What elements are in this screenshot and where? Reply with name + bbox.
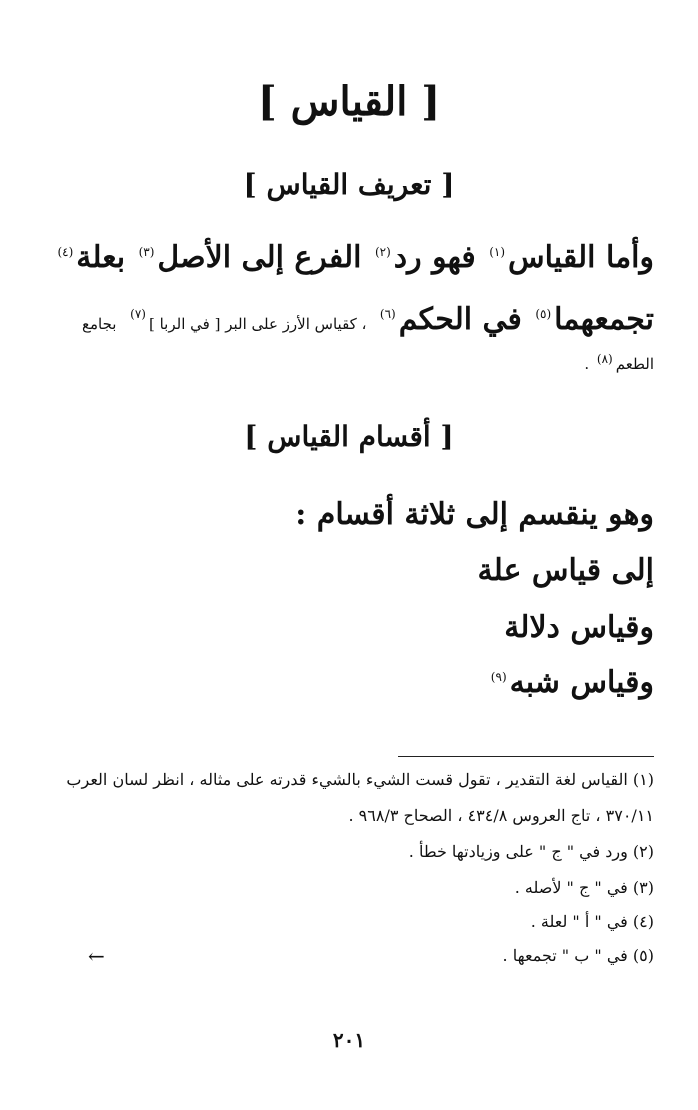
footnote-5: (٥) في " ب " تجمعها . bbox=[502, 946, 654, 965]
division-item: إلى قياس علة bbox=[477, 553, 654, 588]
definition-line-2 bbox=[82, 302, 654, 337]
definition-text: وأما القياس bbox=[508, 240, 654, 275]
definition-text: في الحكم bbox=[398, 302, 522, 337]
footnote-1-continued: ٣٧٠/١١ ، تاج العروس ٤٣٤/٨ ، الصحاح ٩٦٨/٣ . bbox=[348, 806, 654, 825]
footnote-ref: (٥) bbox=[535, 307, 552, 321]
footnote-ref: (٨) bbox=[596, 352, 613, 366]
footnote-3: (٣) في " ج " لأصله . bbox=[514, 878, 654, 897]
definition-text: . bbox=[584, 355, 590, 373]
footnote-ref: (٤) bbox=[57, 245, 74, 259]
division-item: وقياس دلالة bbox=[504, 610, 654, 645]
definition-text: بجامع bbox=[82, 315, 117, 333]
footnote-4: (٤) في " أ " لعلة . bbox=[530, 912, 654, 931]
footnote-1: (١) القياس لغة التقدير ، تقول قست الشيء بالشيء قدرته على مثاله ، انظر لسان العرب bbox=[66, 770, 654, 789]
definition-text: الفرع إلى الأصل bbox=[157, 240, 362, 275]
definition-heading: [ تعريف القياس ] bbox=[243, 168, 455, 201]
footnote-ref: (٦) bbox=[379, 307, 396, 321]
definition-text: ، كقياس الأرز على البر [ في الربا ] bbox=[148, 315, 367, 333]
footnote-ref: (١) bbox=[489, 245, 506, 259]
footnote-ref: (٩) bbox=[490, 670, 507, 684]
definition-text: بعلة bbox=[76, 240, 126, 275]
definition-line-3 bbox=[584, 352, 654, 373]
footnote-ref: (٧) bbox=[130, 307, 146, 321]
page-title: [ القياس ] bbox=[257, 78, 441, 125]
divisions-intro: وهو ينقسم إلى ثلاثة أقسام : bbox=[295, 497, 654, 532]
definition-text: الطعم bbox=[615, 355, 654, 373]
footnote-ref: (٣) bbox=[138, 245, 155, 259]
footnote-2: (٢) ورد في " ج " على وزيادتها خطأ . bbox=[408, 842, 654, 861]
arrow-left-icon: ← bbox=[88, 944, 105, 968]
division-item bbox=[488, 665, 654, 700]
division-item-text: وقياس شبه bbox=[509, 665, 654, 700]
definition-text: فهو رد bbox=[393, 240, 476, 275]
footnote-divider bbox=[398, 756, 654, 757]
definition-text: تجمعهما bbox=[554, 302, 654, 337]
divisions-heading: [ أقسام القياس ] bbox=[244, 420, 454, 453]
definition-line-1 bbox=[54, 240, 654, 275]
footnote-ref: (٢) bbox=[374, 245, 391, 259]
page-number: ٢٠١ bbox=[332, 1028, 366, 1052]
